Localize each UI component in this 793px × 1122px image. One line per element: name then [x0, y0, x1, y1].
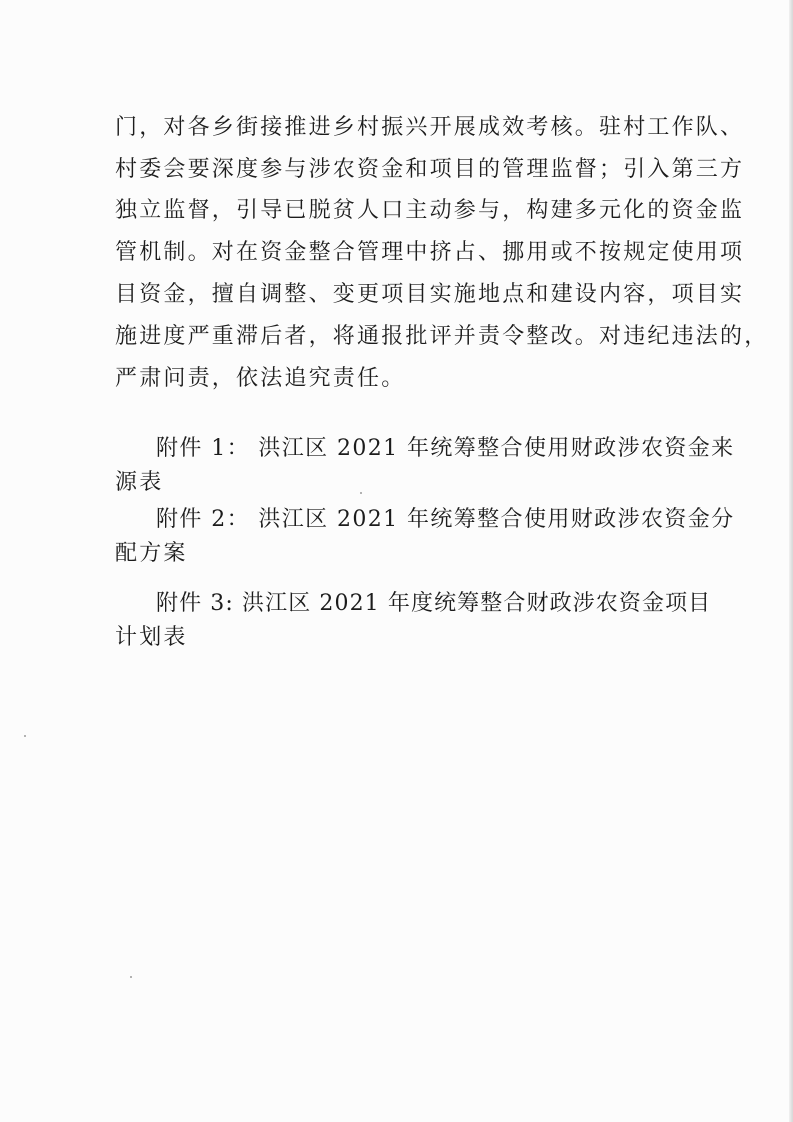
attachment-title-continued: 源表 [115, 470, 164, 495]
attachment-title: 附件 1： 洪江区 2021 年统筹整合使用财政涉农资金来 [156, 436, 735, 461]
body-line: 独立监督，引导已脱贫人口主动参与，构建多元化的资金监 [115, 198, 745, 223]
scan-edge-shadow [789, 0, 793, 1122]
attachment-title-continued: 计划表 [115, 625, 188, 650]
body-line: 门，对各乡街接推进乡村振兴开展成效考核。驻村工作队、 [115, 115, 745, 140]
scan-speck [24, 735, 26, 737]
scan-speck [130, 976, 132, 978]
body-line: 施进度严重滞后者，将通报批评并责令整改。对违纪违法的， [115, 324, 769, 349]
body-line: 村委会要深度参与涉农资金和项目的管理监督；引入第三方 [115, 157, 745, 182]
body-line: 管机制。对在资金整合管理中挤占、挪用或不按规定使用项 [115, 240, 745, 265]
attachment-title-continued: 配方案 [115, 541, 188, 566]
body-line: 严肃问责，依法追究责任。 [115, 366, 406, 391]
attachment-title: 附件 3: 洪江区 2021 年度统筹整合财政涉农资金项目 [156, 591, 712, 616]
attachment-title: 附件 2： 洪江区 2021 年统筹整合使用财政涉农资金分 [156, 507, 735, 532]
scan-speck [360, 492, 362, 494]
body-line: 目资金，擅自调整、变更项目实施地点和建设内容，项目实 [115, 282, 745, 307]
